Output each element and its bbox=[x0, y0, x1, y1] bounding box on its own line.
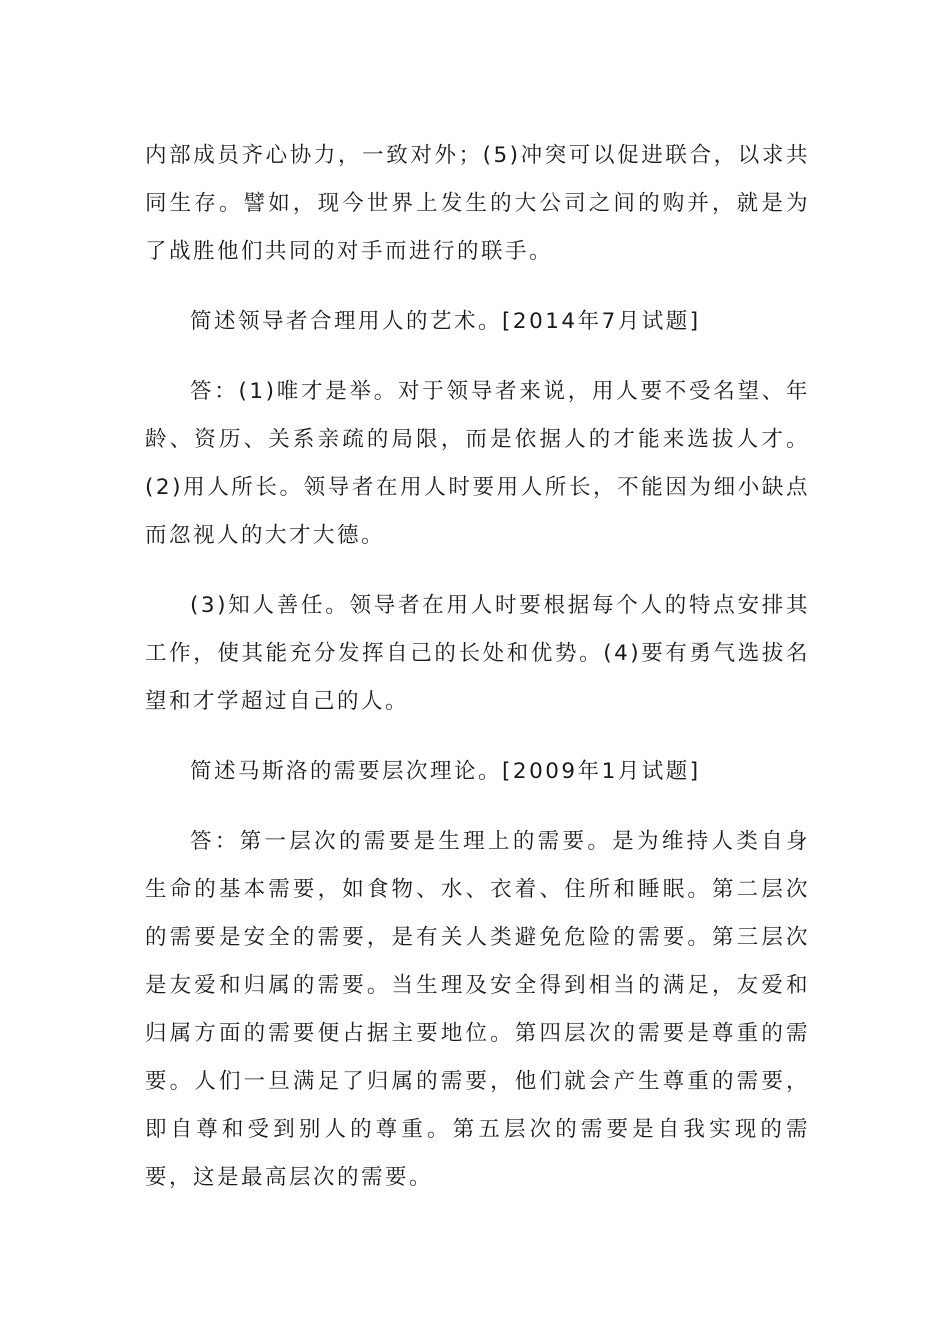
paragraph-gap bbox=[145, 346, 810, 368]
answer-paragraph-maslow: 答：第一层次的需要是生理上的需要。是为维持人类自身生命的基本需要，如食物、水、衣着、住所和睡眠。第二层次的需要是安全的需要，是有关人类避免危险的需要。第三层次是友爱和归属的需要。当生理及安全得到相当的满足，友爱和归属方面的需要便占据主要地位。第四层次的需要是尊重的需要。人们一旦满足了归属的需要，他们就会产生尊重的需要，即自尊和受到别人的尊重。第五层次的需要是自我实现的需要，这是最高层次的需要。 bbox=[145, 829, 810, 1190]
question-heading-leadership: 简述领导者合理用人的艺术。[2014年7月试题] bbox=[190, 309, 701, 334]
paragraph-gap bbox=[145, 726, 810, 748]
paragraph-gap bbox=[145, 796, 810, 818]
answer-paragraph-leadership-part2: (3)知人善任。领导者在用人时要根据每个人的特点安排其工作，使其能充分发挥自己的长处和优势。(4)要有勇气选拔名望和才学超过自己的人。 bbox=[145, 593, 810, 714]
question-heading-maslow: 简述马斯洛的需要层次理论。[2009年1月试题] bbox=[190, 759, 701, 784]
paragraph-gap bbox=[145, 276, 810, 298]
answer-paragraph-leadership-part1: 答：(1)唯才是举。对于领导者来说，用人要不受名望、年龄、资历、关系亲疏的局限，而是依据人的才能来选拔人才。(2)用人所长。领导者在用人时要用人所长，不能因为细小缺点而忽视人的大才大德。 bbox=[145, 379, 810, 548]
document-body bbox=[145, 132, 810, 1202]
paragraph-gap bbox=[145, 560, 810, 582]
answer-continuation-paragraph: 内部成员齐心协力，一致对外；(5)冲突可以促进联合，以求共同生存。譬如，现今世界上发生的大公司之间的购并，就是为了战胜他们共同的对手而进行的联手。 bbox=[145, 143, 810, 264]
